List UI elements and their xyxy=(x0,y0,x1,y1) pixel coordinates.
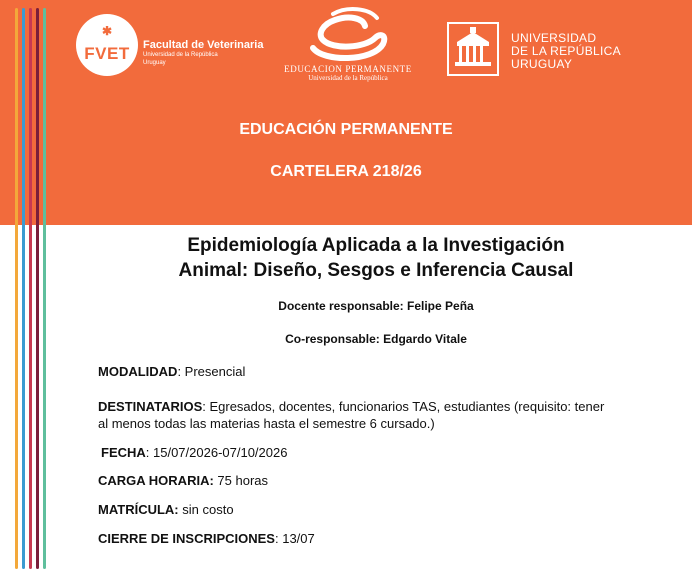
stripe xyxy=(36,8,39,569)
field-carga-horaria xyxy=(98,472,608,489)
course-title xyxy=(60,233,692,283)
matricula-label: MATRÍCULA: xyxy=(98,502,179,517)
udelar-name-line3: URUGUAY xyxy=(511,57,573,71)
fvet-logo-mark: ✱ xyxy=(101,24,113,38)
modalidad-value: : Presencial xyxy=(177,364,246,379)
field-fecha xyxy=(101,444,611,461)
destinatarios-value: : Egresados, docentes, funcionarios TAS, estudiantes (requisito: tener al menos todas las materias hasta el semestre 6 cursado.) xyxy=(98,399,605,431)
field-cierre-inscripciones xyxy=(98,530,608,547)
modalidad-label: MODALIDAD xyxy=(98,364,178,379)
field-destinatarios xyxy=(98,398,608,432)
fvet-name-line2: Universidad de la República xyxy=(143,52,218,58)
decorative-stripes xyxy=(0,0,60,569)
swirl-icon xyxy=(303,4,393,66)
ep-logo-line1: EDUCACION PERMANENTE xyxy=(284,64,412,74)
docente-value: Felipe Peña xyxy=(407,299,474,313)
carga-value: 75 horas xyxy=(213,473,268,488)
co-responsable xyxy=(60,332,692,346)
course-title-line2: Animal: Diseño, Sesgos e Inferencia Causal xyxy=(178,260,574,281)
matricula-value: sin costo xyxy=(178,502,234,517)
stripe xyxy=(15,8,18,569)
udelar-seal-icon xyxy=(447,22,499,76)
stripe xyxy=(43,8,46,569)
header-title: EDUCACIÓN PERMANENTE xyxy=(239,121,453,138)
course-title-line1: Epidemiología Aplicada a la Investigación xyxy=(187,235,565,256)
docente-responsable xyxy=(60,299,692,313)
ep-logo-line2: Universidad de la República xyxy=(308,74,388,82)
educacion-permanente-logo xyxy=(268,4,428,94)
fvet-name-line3: Uruguay xyxy=(143,60,166,66)
udelar-name-line2: DE LA REPÚBLICA xyxy=(511,44,621,58)
stripe xyxy=(29,8,32,569)
cierre-value: : 13/07 xyxy=(274,531,315,546)
fecha-label: FECHA xyxy=(101,445,146,460)
fecha-value: : 15/07/2026-07/10/2026 xyxy=(145,445,288,460)
udelar-name-line1: UNIVERSIDAD xyxy=(511,31,597,45)
carga-label: CARGA HORARIA: xyxy=(98,473,214,488)
header-subtitle: CARTELERA 218/26 xyxy=(270,163,422,180)
field-modalidad xyxy=(98,363,608,380)
fvet-logo-text: FVET xyxy=(84,44,130,63)
fvet-logo xyxy=(76,14,138,76)
fvet-name xyxy=(143,39,263,67)
fvet-name-line1: Facultad de Veterinaria xyxy=(143,39,264,51)
docente-label: Docente responsable: xyxy=(278,299,404,313)
coresp-label: Co-responsable: xyxy=(285,332,380,346)
destinatarios-label: DESTINATARIOS xyxy=(98,399,203,414)
cierre-label: CIERRE DE INSCRIPCIONES xyxy=(98,531,275,546)
coresp-value: Edgardo Vitale xyxy=(383,332,467,346)
stripe xyxy=(22,8,25,569)
field-matricula xyxy=(98,501,608,518)
udelar-name xyxy=(511,32,621,71)
